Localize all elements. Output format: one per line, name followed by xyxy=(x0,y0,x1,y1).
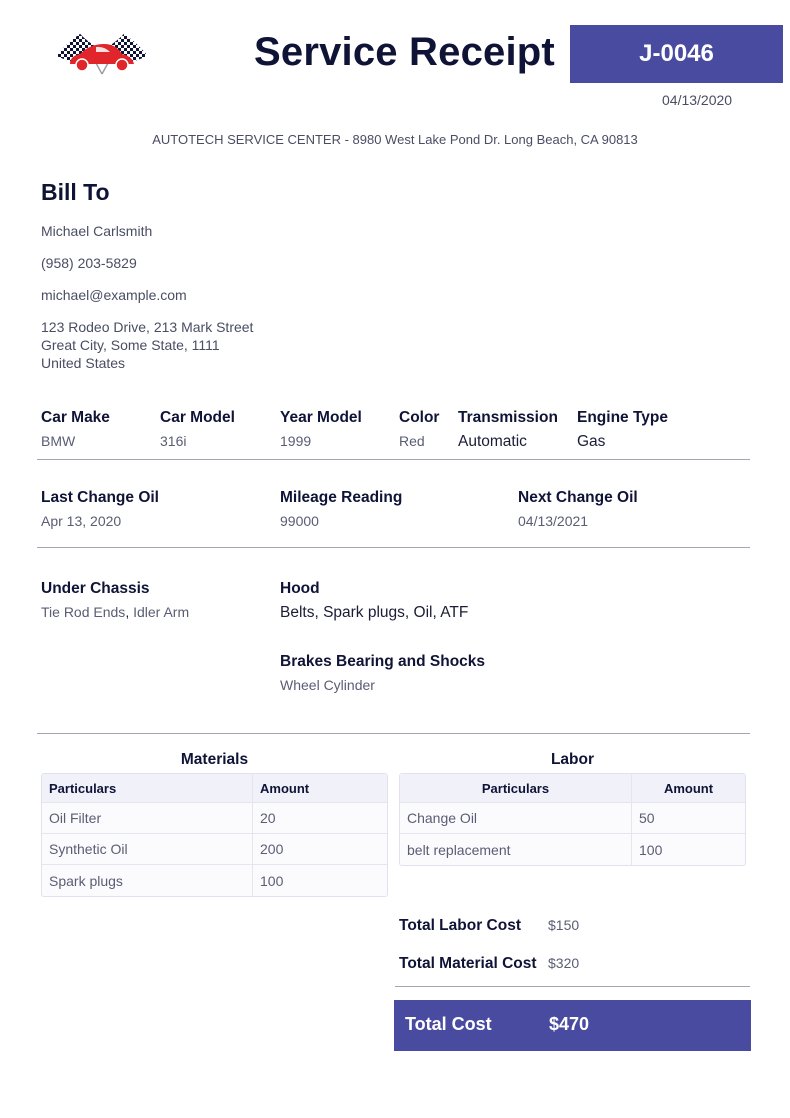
car-model-label: Car Model xyxy=(160,409,235,426)
car-model-value: 316i xyxy=(160,433,187,449)
materials-heading: Materials xyxy=(180,751,249,768)
last-change-oil-value: Apr 13, 2020 xyxy=(41,513,122,529)
total-material-cost-value: $320 xyxy=(548,955,580,971)
engine-type-label: Engine Type xyxy=(577,409,669,426)
particular-cell: Spark plugs xyxy=(49,872,123,889)
column-header-amount: Amount xyxy=(631,774,745,803)
last-change-oil-label: Last Change Oil xyxy=(41,489,159,506)
amount-cell: 100 xyxy=(252,865,387,896)
amount-cell: 200 xyxy=(252,834,387,865)
divider xyxy=(37,547,750,548)
checkered-flags-car-icon xyxy=(52,30,152,76)
year-model-value: 1999 xyxy=(280,433,312,449)
labor-table xyxy=(399,773,746,866)
hood-label: Hood xyxy=(280,580,320,597)
year-model-label: Year Model xyxy=(280,409,362,426)
bill-to-heading: Bill To xyxy=(41,179,110,205)
job-number: J-0046 xyxy=(639,40,714,67)
materials-table xyxy=(41,773,388,897)
particular-cell: Oil Filter xyxy=(42,803,252,834)
mileage-reading-value: 99000 xyxy=(280,513,319,529)
under-chassis-label: Under Chassis xyxy=(41,580,150,597)
color-label: Color xyxy=(399,409,440,426)
table-row xyxy=(42,803,387,834)
particular-cell: Synthetic Oil xyxy=(42,834,252,865)
customer-name: Michael Carlsmith xyxy=(41,223,153,239)
car-make-value: BMW xyxy=(41,433,76,449)
under-chassis-value: Tie Rod Ends, Idler Arm xyxy=(41,604,190,620)
amount-cell: 20 xyxy=(252,803,387,834)
engine-type-value: Gas xyxy=(577,433,606,450)
company-logo xyxy=(52,30,152,76)
divider xyxy=(37,459,750,460)
mileage-reading-label: Mileage Reading xyxy=(280,489,403,506)
total-labor-cost-label: Total Labor Cost xyxy=(399,917,521,934)
column-header-particulars: Particulars xyxy=(42,774,252,803)
total-cost-value: $470 xyxy=(549,1014,590,1034)
divider xyxy=(395,986,750,987)
transmission-label: Transmission xyxy=(458,409,558,426)
table-row xyxy=(400,834,745,865)
column-header-particulars: Particulars xyxy=(400,774,631,803)
customer-email: michael@example.com xyxy=(41,287,187,303)
particular-cell: belt replacement xyxy=(407,841,511,858)
page-title: Service Receipt xyxy=(254,30,555,74)
company-address: AUTOTECH SERVICE CENTER - 8980 West Lake Pond Dr. Long Beach, CA 90813 xyxy=(152,132,638,147)
table-row xyxy=(400,803,745,834)
total-material-cost-label: Total Material Cost xyxy=(399,955,537,972)
total-labor-cost-value: $150 xyxy=(548,917,580,933)
customer-phone: (958) 203-5829 xyxy=(41,255,137,271)
transmission-value: Automatic xyxy=(458,433,527,450)
brakes-label: Brakes Bearing and Shocks xyxy=(280,653,486,670)
total-cost-label: Total Cost xyxy=(405,1014,492,1034)
receipt-date: 04/13/2020 xyxy=(662,92,733,108)
total-cost-banner xyxy=(394,1000,751,1051)
color-value: Red xyxy=(399,433,425,449)
next-change-oil-value: 04/13/2021 xyxy=(518,513,589,529)
particular-cell: Change Oil xyxy=(400,803,631,834)
job-number-badge xyxy=(570,25,783,83)
amount-cell: 50 xyxy=(631,803,745,834)
divider xyxy=(37,733,750,734)
next-change-oil-label: Next Change Oil xyxy=(518,489,638,506)
customer-address-line2: Great City, Some State, 1111 xyxy=(41,337,220,353)
column-header-amount: Amount xyxy=(252,774,387,803)
customer-address-line1: 123 Rodeo Drive, 213 Mark Street xyxy=(41,319,254,335)
customer-address-line3: United States xyxy=(41,355,126,371)
brakes-value: Wheel Cylinder xyxy=(280,677,375,693)
labor-heading: Labor xyxy=(550,751,595,768)
table-row xyxy=(42,834,387,865)
table-row xyxy=(42,865,387,896)
amount-cell: 100 xyxy=(631,834,745,865)
car-make-label: Car Make xyxy=(41,409,110,426)
hood-value: Belts, Spark plugs, Oil, ATF xyxy=(280,604,469,621)
